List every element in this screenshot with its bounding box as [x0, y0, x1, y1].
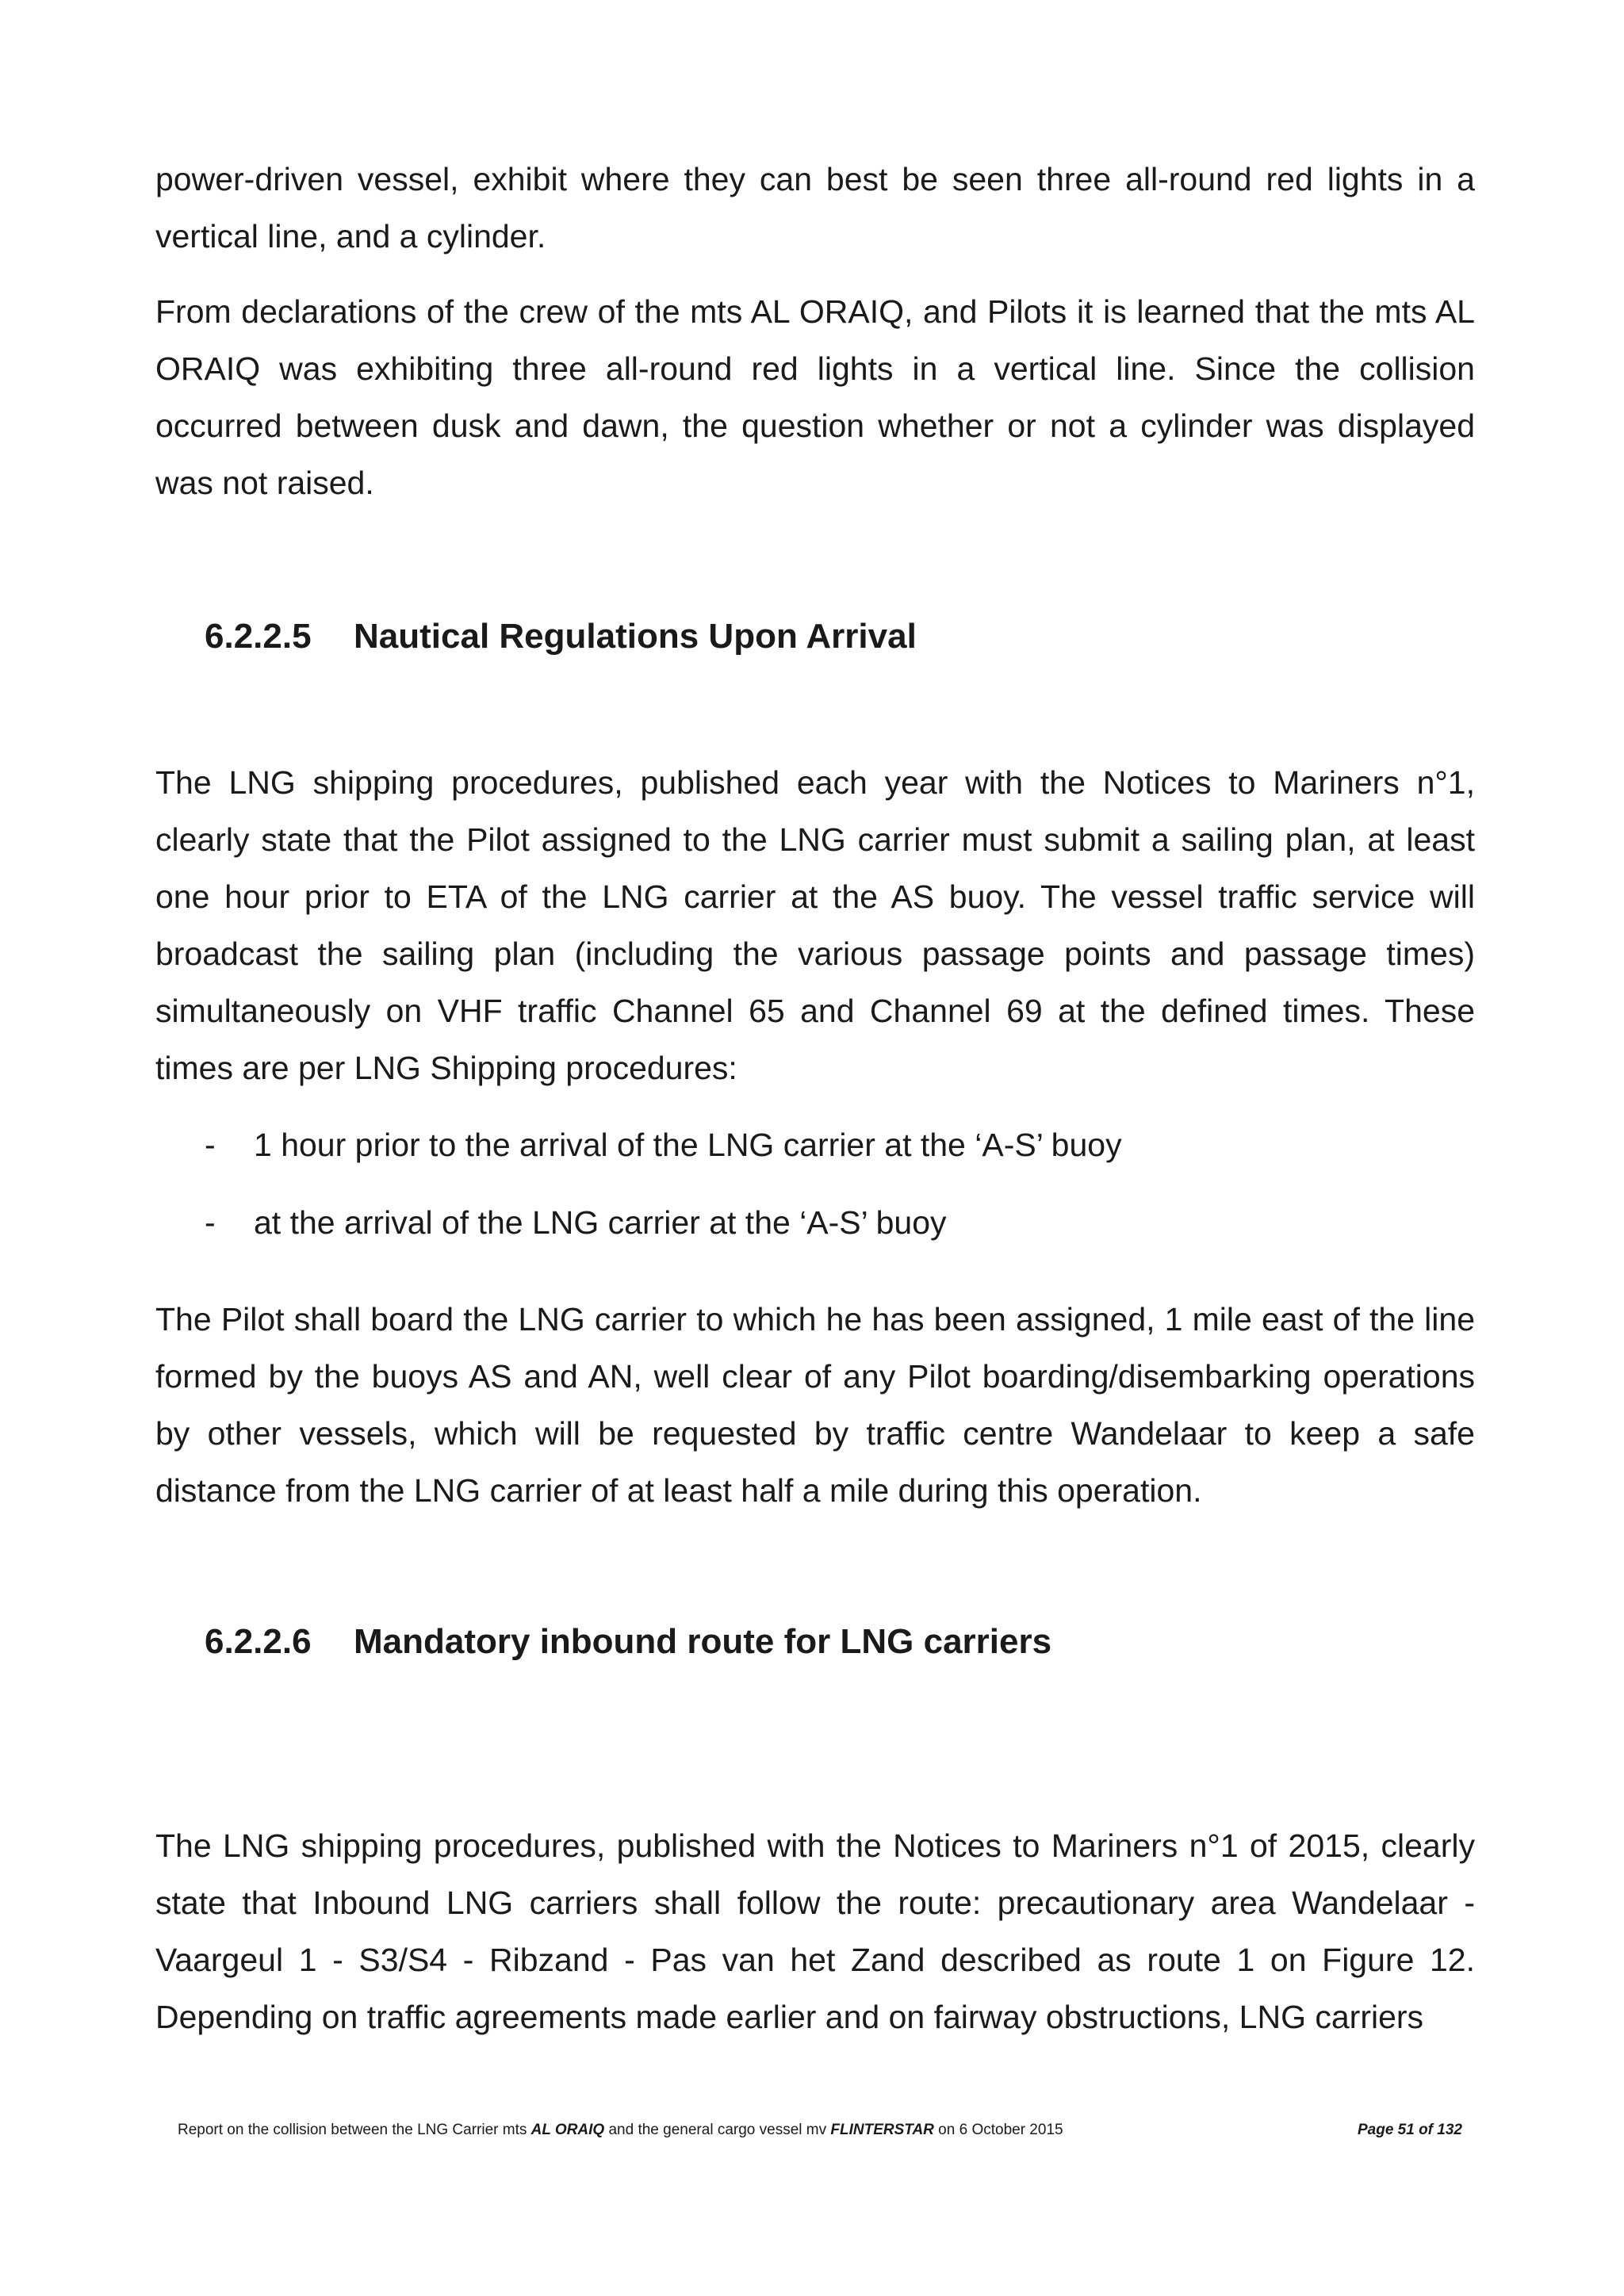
paragraph-lights-rule: power-driven vessel, exhibit where they can best be seen three all-round red lights in a vertical line, and a cylinder.: [155, 161, 1475, 254]
paragraph-lng-procedures: The LNG shipping procedures, published each year with the Notices to Mariners n°1, clearly state that the Pilot assigned to the LNG carrier must submit a sailing plan, at least one hour prior to ETA of the LNG carrier at the AS buoy. The vessel traffic service will broadcast the sailing plan (including the various passage points and passage times) simultaneously on VHF traffic Channel 65 and Channel 69 at the defined times. These times are per LNG Shipping procedures:: [155, 764, 1475, 1086]
paragraph-pilot-boarding: The Pilot shall board the LNG carrier to which he has been assigned, 1 mile east of the line formed by the buoys AS and AN, well clear of any Pilot boarding/disembarking operations by other vessels, which will be requested by traffic centre Wandelaar to keep a safe distance from the LNG carrier of at least half a mile during this operation.: [155, 1301, 1475, 1509]
paragraph-crew-declarations: From declarations of the crew of the mts AL ORAIQ, and Pilots it is learned that the mts AL ORAIQ was exhibiting three all-round red lights in a vertical line. Since the collision occurred between dusk and dawn, the question whether or not a cylinder was displayed was not raised.: [155, 293, 1475, 501]
list-item-text: at the arrival of the LNG carrier at the ‘A-S’ buoy: [254, 1204, 947, 1241]
page-number: Page 51 of 132: [1357, 2122, 1462, 2138]
section-heading-6-2-2-6: [205, 1622, 1051, 1662]
footer-report-title: Report on the collision between the LNG Carrier mts AL ORAIQ and the general cargo vessel mv FLINTERSTAR on 6 October 2015: [178, 2122, 1063, 2138]
section-number: 6.2.2.5: [205, 617, 312, 656]
list-item-text: 1 hour prior to the arrival of the LNG carrier at the ‘A-S’ buoy: [254, 1127, 1122, 1163]
bullet-dash: -: [205, 1204, 216, 1241]
paragraph-inbound-route: The LNG shipping procedures, published with the Notices to Mariners n°1 of 2015, clearly state that Inbound LNG carriers shall follow the route: precautionary area Wandelaar - Vaargeul 1 - S3/S4 - Ribzand - Pas van het Zand described as route 1 on Figure 12. Depending on traffic agreements made earlier and on fairway obstructions, LNG carriers: [155, 1827, 1475, 2035]
footer-vessel-name: AL ORAIQ: [530, 2122, 605, 2138]
section-heading-6-2-2-5: [205, 617, 917, 656]
section-title: Mandatory inbound route for LNG carriers: [354, 1622, 1052, 1661]
bullet-dash: -: [205, 1127, 216, 1163]
section-title: Nautical Regulations Upon Arrival: [354, 617, 917, 656]
page-footer: [178, 2122, 1462, 2139]
footer-vessel-name: FLINTERSTAR: [830, 2122, 934, 2138]
section-number: 6.2.2.6: [205, 1622, 312, 1661]
